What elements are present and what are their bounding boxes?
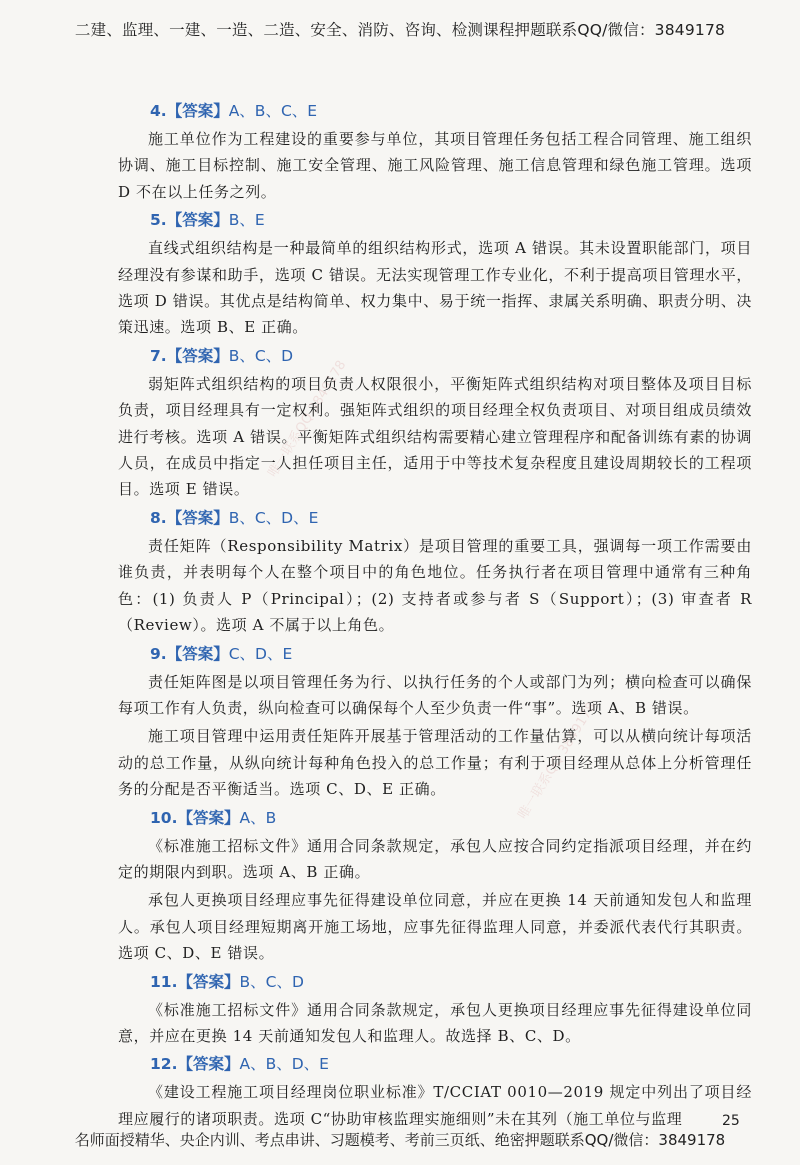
answer-heading: 9.【答案】C、D、E bbox=[150, 644, 293, 663]
answer-item-4 bbox=[118, 98, 752, 205]
answer-item-8 bbox=[118, 505, 752, 639]
answer-content bbox=[118, 98, 752, 1134]
answer-options: A、B bbox=[239, 808, 277, 827]
answer-options: B、C、D bbox=[239, 972, 304, 991]
explanation-paragraph: 责任矩阵图是以项目管理任务为行、以执行任务的个人或部门为列；横向检查可以确保每项工作有人负责，纵向检查可以确保每个人至少负责一件“事”。选项 A、B 错误。 bbox=[118, 672, 752, 717]
answer-heading: 8.【答案】B、C、D、E bbox=[150, 508, 319, 527]
explanation-paragraph: 《标准施工招标文件》通用合同条款规定，承包人应按合同约定指派项目经理，并在约定的期限内到职。选项 A、B 正确。 bbox=[118, 836, 752, 881]
answer-heading: 10.【答案】A、B bbox=[150, 808, 277, 827]
answer-item-12 bbox=[118, 1051, 752, 1132]
answer-item-11 bbox=[118, 969, 752, 1050]
answer-heading: 11.【答案】B、C、D bbox=[150, 972, 304, 991]
answer-options: B、C、D bbox=[228, 346, 294, 365]
explanation-paragraph: 弱矩阵式组织结构的项目负责人权限很小，平衡矩阵式组织结构对项目整体及项目目标负责，项目经理具有一定权利。强矩阵式组织的项目经理全权负责项目、对项目组成员绩效进行考核。选项 A 错误。平衡矩阵式组织结构需要精心建立管理程序和配备训练有素的协调人员，在成员中指定一人担任项目主任，适用于中等技术复杂程度且建设周期较长的工程项目。选项 E 错误。 bbox=[118, 374, 752, 499]
explanation-paragraph: 施工单位作为工程建设的重要参与单位，其项目管理任务包括工程合同管理、施工组织协调、施工目标控制、施工安全管理、施工风险管理、施工信息管理和绿色施工管理。选项 D 不在以上任务之列。 bbox=[118, 130, 752, 201]
answer-heading: 5.【答案】B、E bbox=[150, 211, 265, 230]
answer-options: A、B、D、E bbox=[239, 1055, 329, 1074]
answer-options: B、C、D、E bbox=[228, 508, 319, 527]
answer-options: A、B、C、E bbox=[228, 102, 318, 120]
watermark: 唯一联系QQ 3849178 bbox=[515, 700, 600, 823]
answer-options: C、D、E bbox=[228, 644, 293, 663]
answer-item-10 bbox=[118, 805, 752, 967]
answer-item-5 bbox=[118, 207, 752, 341]
explanation-paragraph: 《标准施工招标文件》通用合同条款规定，承包人更换项目经理应事先征得建设单位同意，并应在更换 14 天前通知发包人和监理人。故选择 B、C、D。 bbox=[118, 1000, 752, 1045]
page-header: 二建、监理、一建、一造、二造、安全、消防、咨询、检测课程押题联系QQ/微信：3849178 bbox=[74, 21, 726, 39]
explanation-paragraph: 承包人更换项目经理应事先征得建设单位同意，并应在更换 14 天前通知发包人和监理人。承包人项目经理短期离开施工场地，应事先征得监理人同意，并委派代表代行其职责。选项 C、D、E 错误。 bbox=[118, 891, 752, 963]
page-number: 25 bbox=[722, 1113, 740, 1129]
page-footer: 名师面授精华、央企内训、考点串讲、习题模考、考前三页纸、绝密押题联系QQ/微信：3849178 bbox=[74, 1131, 726, 1149]
answer-heading: 4.【答案】A、B、C、E bbox=[150, 102, 318, 120]
explanation-paragraph: 直线式组织结构是一种最简单的组织结构形式，选项 A 错误。其未设置职能部门，项目经理没有参谋和助手，选项 C 错误。无法实现管理工作专业化，不利于提高项目管理水平，选项 D 错误。其优点是结构简单、权力集中、易于统一指挥、隶属关系明确、职责分明、决策迅速。选项 B、E 正确。 bbox=[118, 239, 752, 337]
watermark: 唯一联系QQ 3849178 bbox=[265, 358, 350, 481]
explanation-paragraph: 《建设工程施工项目经理岗位职业标准》T/CCIAT 0010—2019 规定中列出了项目经理应履行的诸项职责。选项 C“协助审核监理实施细则”未在其列（施工单位与监理 bbox=[118, 1083, 752, 1128]
explanation-paragraph: 施工项目管理中运用责任矩阵开展基于管理活动的工作量估算，可以从横向统计每项活动的总工作量，从纵向统计每种角色投入的总工作量；有利于项目经理从总体上分析管理任务的分配是否平衡适当。选项 C、D、E 正确。 bbox=[118, 727, 752, 799]
explanation-paragraph: 责任矩阵（Responsibility Matrix）是项目管理的重要工具，强调每一项工作需要由谁负责，并表明每个人在整个项目中的角色地位。任务执行者在项目管理中通常有三种角色：(1) 负责人 P（Principal）；(2) 支持者或参与者 S（Support）；(3) 审查者 R（Review）。选项 A 不属于以上角色。 bbox=[118, 536, 752, 635]
answer-heading: 7.【答案】B、C、D bbox=[150, 346, 294, 365]
answer-item-9 bbox=[118, 641, 752, 803]
answer-options: B、E bbox=[228, 211, 265, 230]
answer-item-7 bbox=[118, 343, 752, 503]
answer-heading: 12.【答案】A、B、D、E bbox=[150, 1055, 329, 1074]
